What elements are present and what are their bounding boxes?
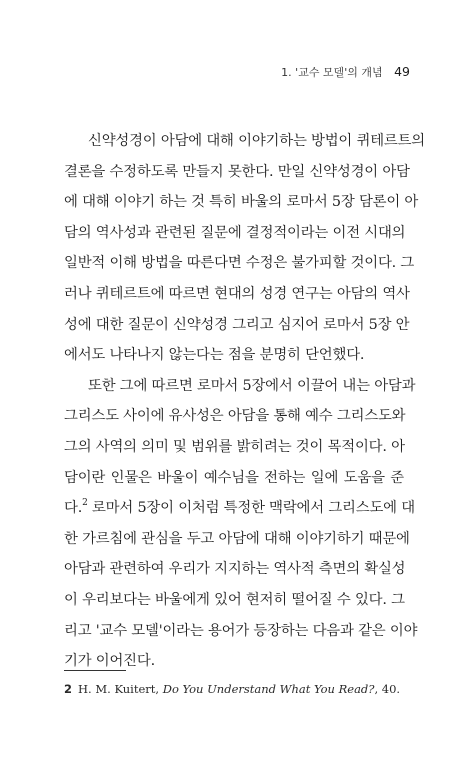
text-line: 러나 퀴테르트에 따르면 현대의 성경 연구는 아담의 역사 bbox=[64, 285, 410, 302]
text-line: 그리스도 사이에 유사성은 아담을 통해 예수 그리스도와 bbox=[64, 408, 406, 425]
text-line: 담의 역사성과 관련된 질문에 결정적이라는 이전 시대의 bbox=[64, 224, 406, 241]
text-line: 아담과 관련하여 우리가 지지하는 역사적 측면의 확실성 bbox=[64, 561, 406, 578]
text-line: 이 우리보다는 바울에게 있어 현저히 떨어질 수 있다. 그 bbox=[64, 591, 405, 608]
footnote-author: H. M. Kuitert, bbox=[78, 682, 160, 696]
text-line: 한 가르침에 관심을 두고 아담에 대해 이야기하기 때문에 bbox=[64, 530, 410, 547]
chapter-title: 1. '교수 모델'의 개념 bbox=[281, 66, 383, 79]
footnote-title: Do You Understand What You Read? bbox=[162, 682, 375, 696]
text-line: 에서도 나타나지 않는다는 점을 분명히 단언했다. bbox=[64, 347, 365, 364]
footnote-page: , 40. bbox=[374, 682, 401, 696]
text-line: 리고 '교수 모델'이라는 용어가 등장하는 다음과 같은 이야 bbox=[64, 622, 418, 639]
text-line: 성에 대한 질문이 신약성경 그리고 심지어 로마서 5장 안 bbox=[64, 316, 410, 333]
footnote-divider bbox=[64, 670, 126, 671]
text-line: 신약성경이 아담에 대해 이야기하는 방법이 퀴테르트의 bbox=[88, 133, 426, 149]
text-fragment: 다. bbox=[64, 500, 83, 517]
page-number: 49 bbox=[394, 64, 410, 79]
text-line: 일반적 이해 방법을 따른다면 수정은 불가피할 것이다. 그 bbox=[64, 255, 415, 272]
text-line: 에 대해 이야기 하는 것 특히 바울의 로마서 5장 담론이 아 bbox=[64, 194, 419, 211]
text-line-with-footnote bbox=[64, 493, 415, 524]
text-fragment: 로마서 5장이 이처럼 특정한 맥락에서 그리스도에 대 bbox=[91, 500, 415, 517]
footnote-reference[interactable]: 2 bbox=[82, 498, 88, 509]
text-line: 담이란 인물은 바울이 예수님을 전하는 일에 도움을 준 bbox=[64, 469, 404, 486]
text-line: 또한 그에 따르면 로마서 5장에서 이끌어 내는 아담과 bbox=[88, 377, 416, 394]
footnote bbox=[64, 682, 400, 696]
text-line: 기가 이어진다. bbox=[64, 653, 155, 670]
text-line: 결론을 수정하도록 만들지 못한다. 만일 신약성경이 아담 bbox=[64, 163, 410, 180]
footnote-number: 2 bbox=[64, 682, 73, 696]
text-line: 그의 사역의 의미 및 범위를 밝히려는 것이 목적이다. 아 bbox=[64, 438, 405, 455]
body-text bbox=[64, 126, 426, 677]
running-head bbox=[281, 64, 410, 80]
